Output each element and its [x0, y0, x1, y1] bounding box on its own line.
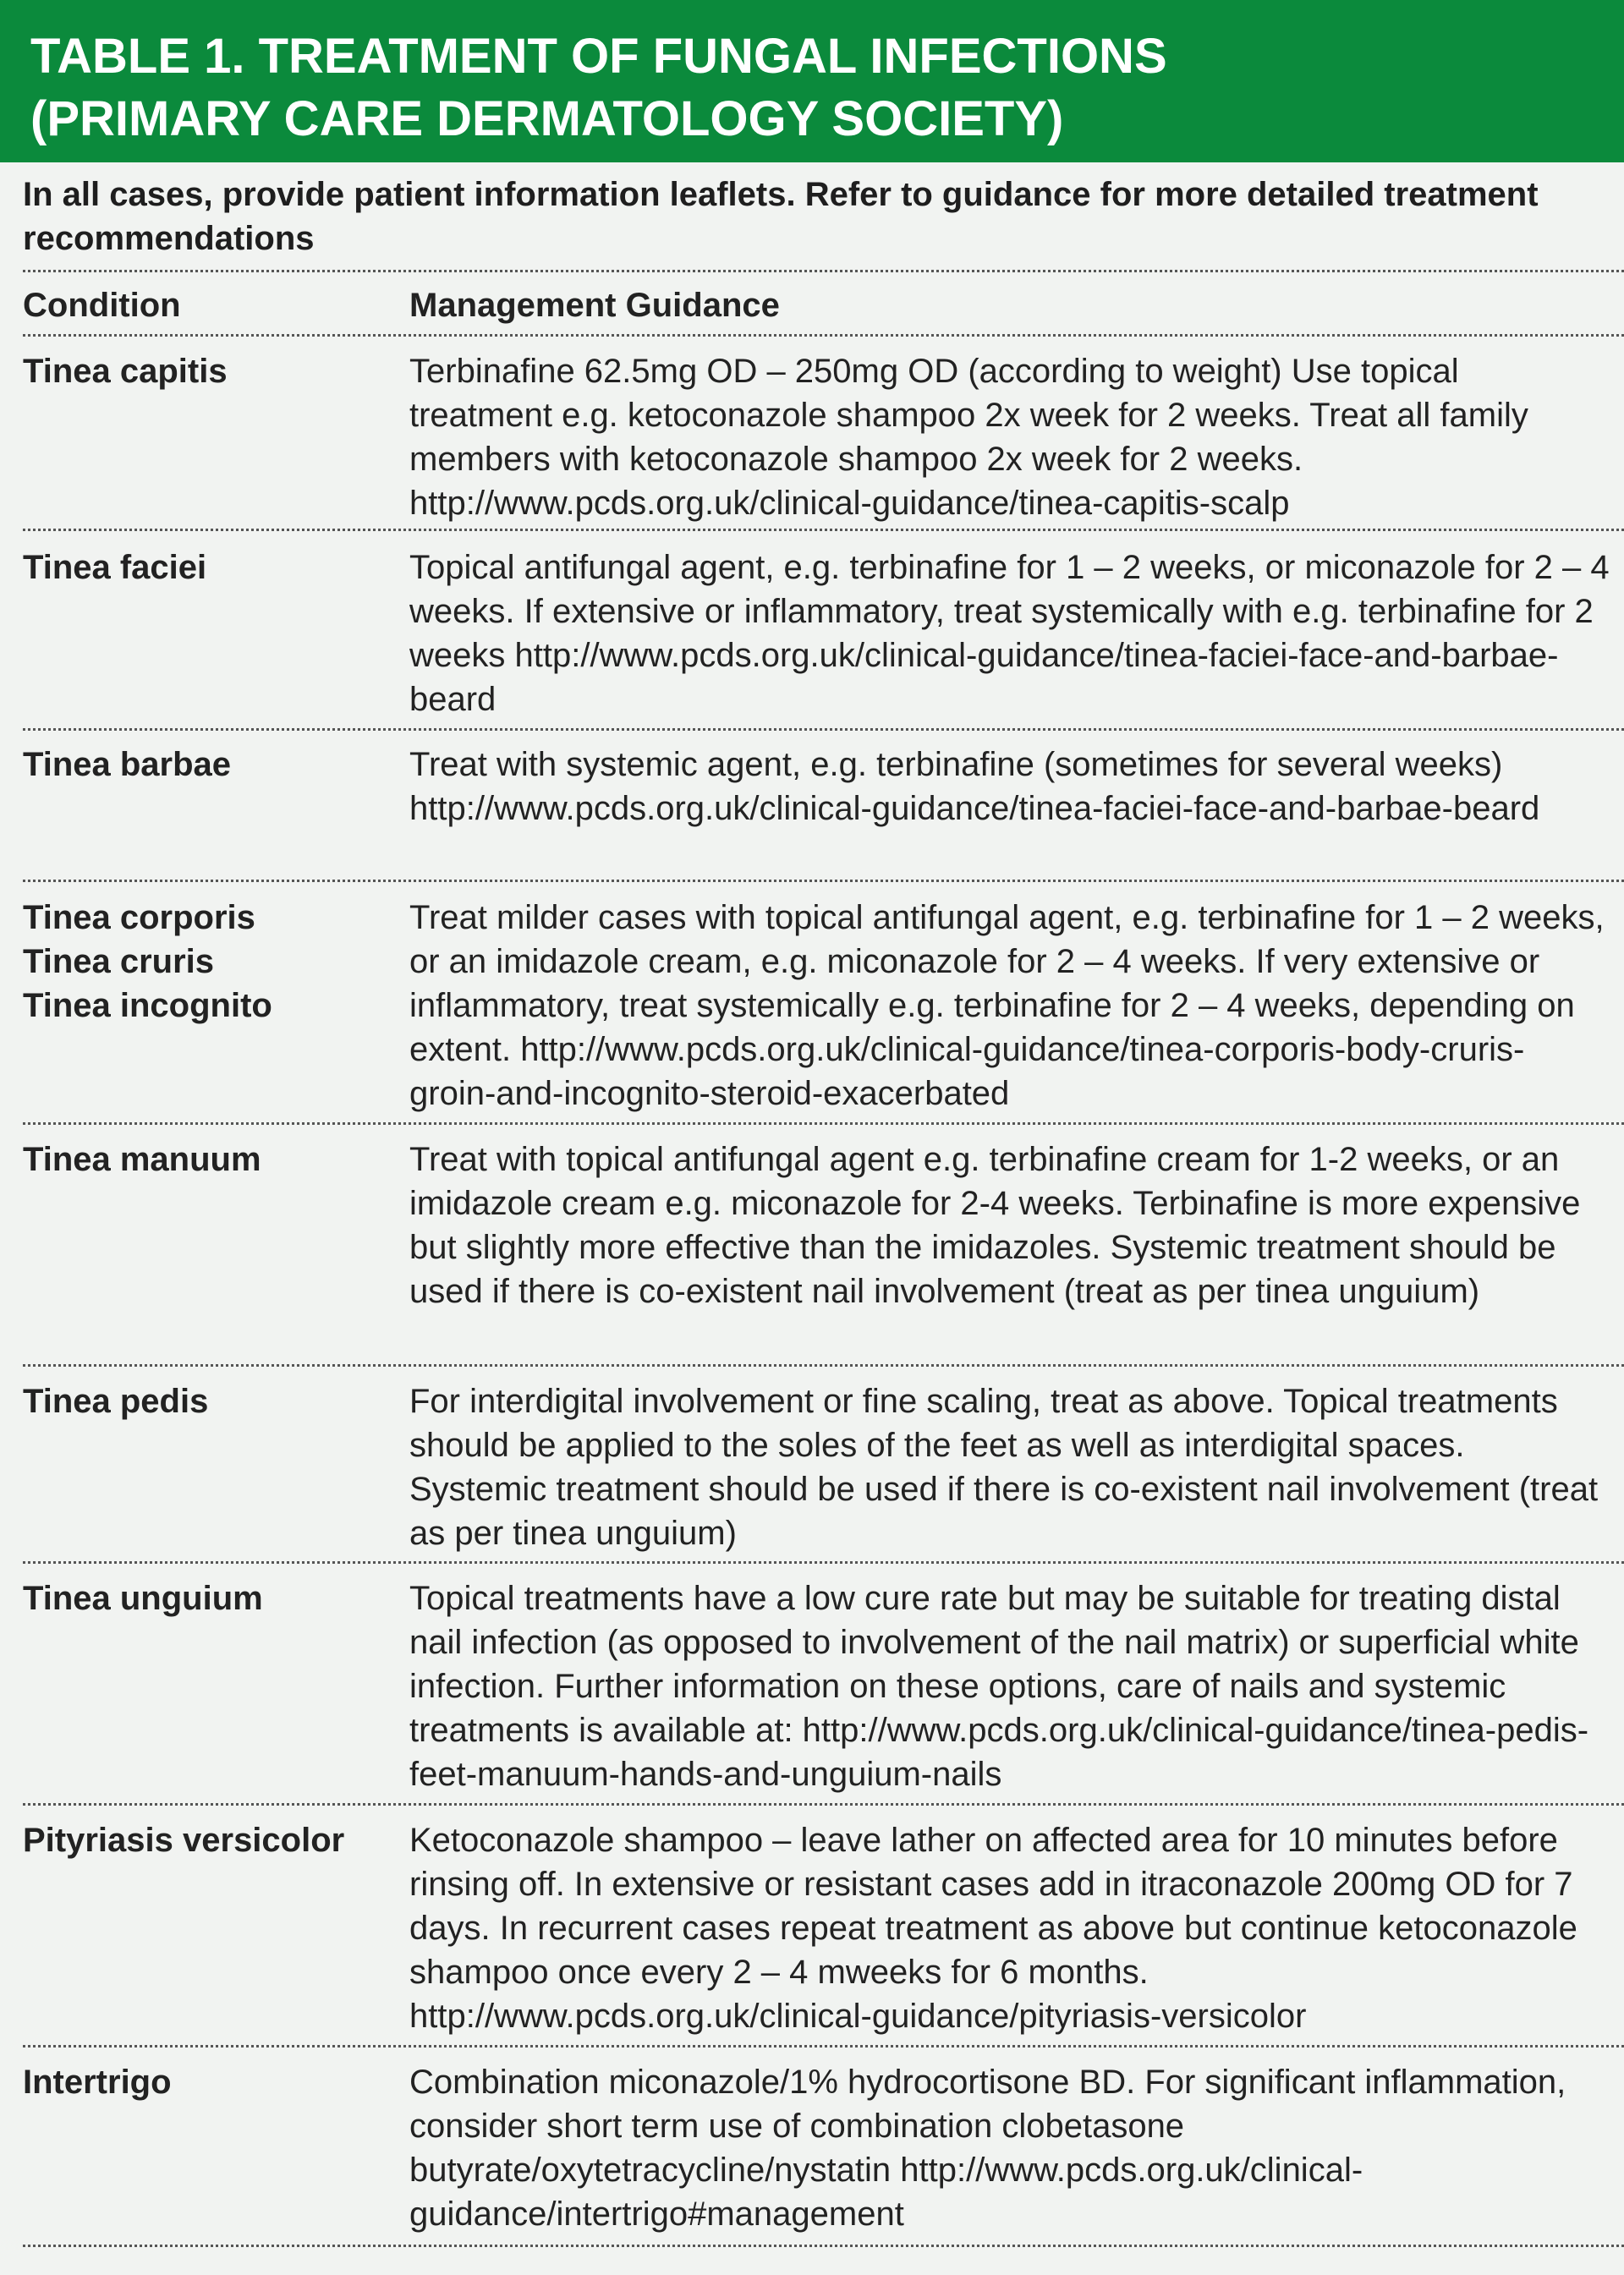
- condition-cell: [23, 349, 395, 393]
- guidance-cell: Treat milder cases with topical antifungal agent, e.g. terbinafine for 1 – 2 weeks, or an imidazole cream, e.g. miconazole for 2 – 4 weeks. If very extensive or inflammatory, treat systemically e.g. terbinafine for 2 – 4 weeks, depending on extent. http://www.pcds.org.uk/clinical-guidance/tinea-corporis-body-cruris-groin-and-incognito-steroid-exacerbated: [409, 899, 1605, 1112]
- condition-cell: [23, 896, 395, 1028]
- condition-cell: [23, 1576, 395, 1620]
- condition-name: Tinea barbae: [23, 746, 232, 783]
- condition-cell: [23, 545, 395, 589]
- row-divider: [23, 880, 1624, 882]
- condition-name: Tinea pedis: [23, 1383, 209, 1420]
- column-header-condition: Condition: [23, 287, 181, 324]
- guidance-cell: Terbinafine 62.5mg OD – 250mg OD (according to weight) Use topical treatment e.g. ketoconazole shampoo 2x week for 2 weeks. Treat all family members with ketoconazole shampoo 2x week for 2 weeks. http://www.pcds.org.uk/clinical-guidance/tinea-capitis-scalp: [409, 353, 1528, 522]
- guidance-cell: Treat with topical antifungal agent e.g. terbinafine cream for 1-2 weeks, or an imidazole cream e.g. miconazole for 2-4 weeks. Terbinafine is more expensive but slightly more effective than the imidazoles. Systemic treatment should be used if there is co-existent nail involvement (treat as per tinea unguium): [409, 1141, 1581, 1310]
- condition-name: Tinea faciei: [23, 549, 207, 586]
- condition-cell: [23, 1818, 395, 1862]
- table-title-line-2: (PRIMARY CARE DERMATOLOGY SOCIETY): [30, 91, 1064, 146]
- guidance-cell: Combination miconazole/1% hydrocortisone BD. For significant inflammation, consider short term use of combination clobetasone butyrate/oxytetracycline/nystatin http://www.pcds.org.uk/clinical-guidance/intertrigo#management: [409, 2064, 1566, 2233]
- row-divider: [23, 1364, 1624, 1367]
- condition-cell: [23, 1379, 395, 1423]
- condition-name: Tinea cruris: [23, 943, 215, 980]
- condition-cell: [23, 2060, 395, 2104]
- condition-cell: [23, 743, 395, 787]
- row-divider: [23, 1122, 1624, 1125]
- row-divider: [23, 2045, 1624, 2048]
- column-header-guidance: Management Guidance: [409, 287, 780, 324]
- condition-name: Pityriasis versicolor: [23, 1822, 345, 1859]
- condition-name: Tinea corporis: [23, 899, 255, 936]
- row-divider: [23, 529, 1624, 531]
- guidance-cell: Ketoconazole shampoo – leave lather on affected area for 10 minutes before rinsing off. In extensive or resistant cases add in itraconazole 200mg OD for 7 days. In recurrent cases repeat treatment as above but continue ketoconazole shampoo once every 2 – 4 mweeks for 6 months. http://www.pcds.org.uk/clinical-guidance/pityriasis-versicolor: [409, 1822, 1577, 2035]
- row-divider: [23, 334, 1624, 337]
- row-divider: [23, 1803, 1624, 1806]
- condition-name: Tinea unguium: [23, 1580, 263, 1617]
- guidance-cell: Treat with systemic agent, e.g. terbinafine (sometimes for several weeks) http://www.pcds.org.uk/clinical-guidance/tinea-faciei-face-and-barbae-beard: [409, 746, 1540, 827]
- row-divider: [23, 1561, 1624, 1564]
- table-title-line-1: TABLE 1. TREATMENT OF FUNGAL INFECTIONS: [30, 29, 1167, 84]
- guidance-cell: For interdigital involvement or fine scaling, treat as above. Topical treatments should be applied to the soles of the feet as well as interdigital spaces. Systemic treatment should be used if there is co-existent nail involvement (treat as per tinea unguium): [409, 1383, 1599, 1552]
- guidance-cell: Topical antifungal agent, e.g. terbinafine for 1 – 2 weeks, or miconazole for 2 – 4 weeks. If extensive or inflammatory, treat systemically with e.g. terbinafine for 2 weeks http://www.pcds.org.uk/clinical-guidance/tinea-faciei-face-and-barbae-beard: [409, 549, 1610, 718]
- condition-name: Tinea incognito: [23, 987, 272, 1024]
- row-divider: [23, 728, 1624, 731]
- intro-note: In all cases, provide patient information leaflets. Refer to guidance for more detailed treatment recommendations: [23, 176, 1539, 257]
- row-divider: [23, 270, 1624, 272]
- condition-name: Tinea capitis: [23, 353, 228, 390]
- condition-cell: [23, 1138, 395, 1181]
- condition-name: Tinea manuum: [23, 1141, 261, 1178]
- condition-name: Intertrigo: [23, 2064, 172, 2101]
- table-title-banner: [0, 0, 1624, 162]
- guidance-cell: Topical treatments have a low cure rate but may be suitable for treating distal nail infection (as opposed to involvement of the nail matrix) or superficial white infection. Further information on these options, care of nails and systemic treatments is available at: http://www.pcds.org.uk/clinical-guidance/tinea-pedis-feet-manuum-hands-and-unguium-nails: [409, 1580, 1589, 1793]
- row-divider: [23, 2245, 1624, 2247]
